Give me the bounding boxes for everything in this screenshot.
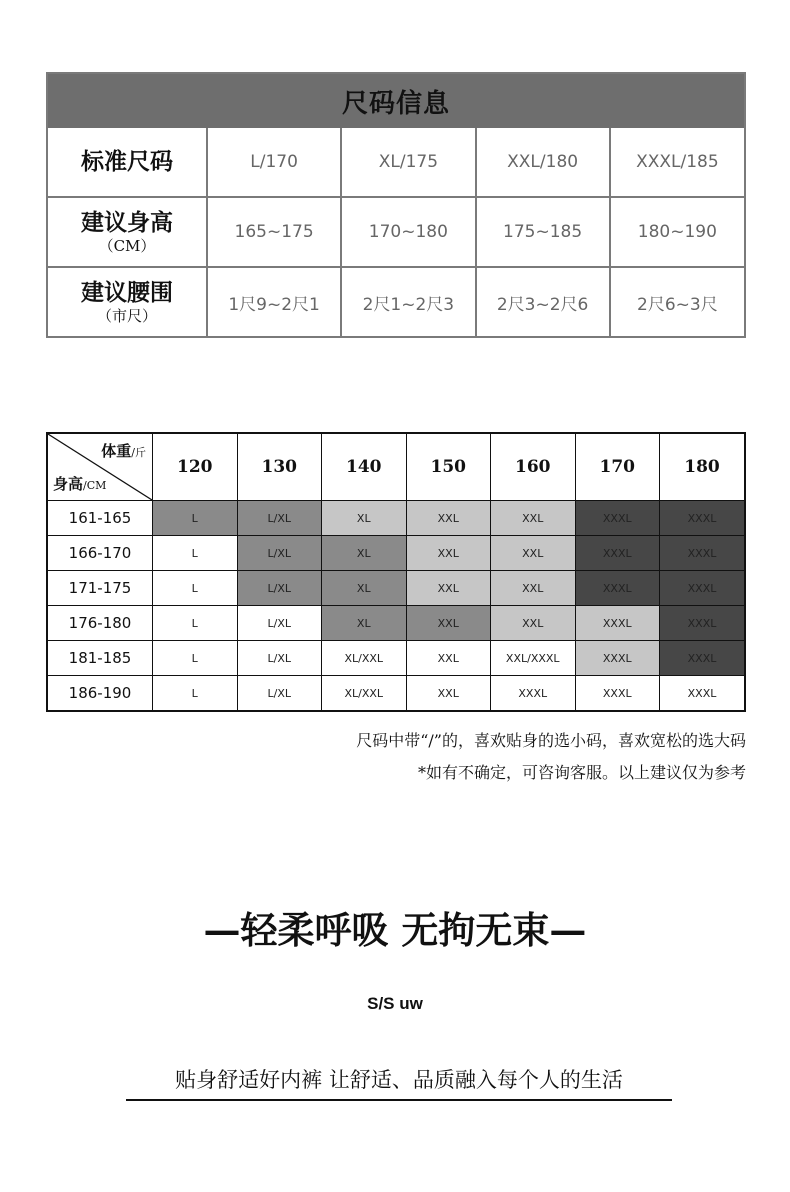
recommended-size-cell: XL <box>322 501 407 536</box>
row-label-text: 建议腰围 <box>81 279 173 306</box>
disclaimer-note: *如有不确定，可咨询客服。以上建议仅为参考 <box>417 763 746 782</box>
recommended-size-cell: XXL <box>406 676 491 711</box>
size-info-row-label <box>48 128 207 197</box>
recommended-size-cell: L/XL <box>237 641 322 676</box>
size-chart-row <box>48 571 744 606</box>
size-info-grid <box>48 128 744 336</box>
size-info-row <box>48 267 744 336</box>
recommended-size-cell: XXL <box>491 501 576 536</box>
slogan-heading: —轻柔呼吸 无拘无束— <box>203 908 587 952</box>
row-unit-text: （CM） <box>98 237 156 255</box>
size-info-title: 尺码信息 <box>48 74 744 128</box>
weight-column-header: 150 <box>406 434 491 501</box>
size-info-cell: XXXL/185 <box>610 128 744 197</box>
size-info-cell: 1尺9~2尺1 <box>207 267 341 336</box>
size-info-table <box>46 72 746 338</box>
row-label-text: 标准尺码 <box>81 148 173 175</box>
weight-column-header: 170 <box>575 434 660 501</box>
recommended-size-cell: L <box>153 676 238 711</box>
recommended-size-cell: L <box>153 501 238 536</box>
recommended-size-cell: XXL <box>491 606 576 641</box>
recommended-size-cell: XL/XXL <box>322 676 407 711</box>
recommended-size-cell: XXXL <box>660 536 745 571</box>
recommended-size-cell: XL <box>322 606 407 641</box>
recommended-size-cell: XXL <box>491 536 576 571</box>
recommended-size-cell: L/XL <box>237 536 322 571</box>
size-info-cell: 2尺3~2尺6 <box>476 267 610 336</box>
recommended-size-cell: XXL <box>406 606 491 641</box>
recommended-size-cell: XXXL <box>575 641 660 676</box>
height-row-header: 186-190 <box>48 676 153 711</box>
size-info-row-label <box>48 267 207 336</box>
row-label-text: 建议身高 <box>81 209 173 236</box>
recommended-size-cell: XXL <box>406 536 491 571</box>
weight-column-header: 130 <box>237 434 322 501</box>
size-chart-row <box>48 536 744 571</box>
recommended-size-cell: XXXL <box>660 501 745 536</box>
height-row-header: 166-170 <box>48 536 153 571</box>
recommended-size-cell: XXXL <box>575 501 660 536</box>
size-info-row <box>48 197 744 267</box>
size-info-row-label <box>48 197 207 267</box>
recommended-size-cell: L/XL <box>237 501 322 536</box>
size-info-row <box>48 128 744 197</box>
height-row-header: 161-165 <box>48 501 153 536</box>
recommended-size-cell: XL <box>322 571 407 606</box>
recommended-size-cell: XXL <box>406 641 491 676</box>
recommended-size-cell: XXXL <box>575 606 660 641</box>
recommended-size-cell: XXL <box>406 501 491 536</box>
recommended-size-cell: L <box>153 641 238 676</box>
weight-column-header: 180 <box>660 434 745 501</box>
recommended-size-cell: XL/XXL <box>322 641 407 676</box>
recommended-size-cell: XXXL <box>660 641 745 676</box>
size-info-cell: XL/175 <box>341 128 475 197</box>
recommended-size-cell: XXXL <box>491 676 576 711</box>
recommended-size-cell: L/XL <box>237 676 322 711</box>
recommended-size-cell: XXXL <box>575 536 660 571</box>
height-row-header: 176-180 <box>48 606 153 641</box>
brand-logo-text: S/S uw <box>367 994 423 1013</box>
size-info-cell: 2尺1~2尺3 <box>341 267 475 336</box>
size-info-cell: 170~180 <box>341 197 475 267</box>
recommended-size-cell: L <box>153 536 238 571</box>
size-chart-table <box>46 432 746 712</box>
recommended-size-cell: XXXL <box>575 571 660 606</box>
chart-corner-header <box>48 434 153 501</box>
height-axis-label: 身高/CM <box>53 475 107 493</box>
recommended-size-cell: XXL <box>491 571 576 606</box>
height-row-header: 181-185 <box>48 641 153 676</box>
recommended-size-cell: XXXL <box>575 676 660 711</box>
size-chart-row <box>48 501 744 536</box>
size-info-cell: XXL/180 <box>476 128 610 197</box>
recommended-size-cell: XL <box>322 536 407 571</box>
size-info-cell: 165~175 <box>207 197 341 267</box>
recommended-size-cell: XXXL <box>660 676 745 711</box>
weight-column-header: 140 <box>322 434 407 501</box>
size-info-cell: 175~185 <box>476 197 610 267</box>
size-note: 尺码中带“/”的，喜欢贴身的选小码，喜欢宽松的选大码 <box>356 731 746 750</box>
recommended-size-cell: XXL <box>406 571 491 606</box>
size-chart-row <box>48 606 744 641</box>
recommended-size-cell: XXL/XXXL <box>491 641 576 676</box>
size-info-cell: 2尺6~3尺 <box>610 267 744 336</box>
recommended-size-cell: XXXL <box>660 606 745 641</box>
weight-axis-label: 体重/斤 <box>101 442 146 460</box>
row-unit-text: （市尺） <box>96 307 157 325</box>
size-chart-row <box>48 641 744 676</box>
weight-column-header: 160 <box>491 434 576 501</box>
size-chart-row <box>48 676 744 711</box>
height-row-header: 171-175 <box>48 571 153 606</box>
size-info-cell: 180~190 <box>610 197 744 267</box>
recommended-size-cell: L <box>153 606 238 641</box>
recommended-size-cell: L <box>153 571 238 606</box>
recommended-size-cell: XXXL <box>660 571 745 606</box>
tagline: 贴身舒适好内裤 让舒适、品质融入每个人的生活 <box>126 1064 672 1101</box>
size-info-cell: L/170 <box>207 128 341 197</box>
weight-column-header: 120 <box>153 434 238 501</box>
size-chart-grid <box>48 434 744 710</box>
recommended-size-cell: L/XL <box>237 606 322 641</box>
recommended-size-cell: L/XL <box>237 571 322 606</box>
